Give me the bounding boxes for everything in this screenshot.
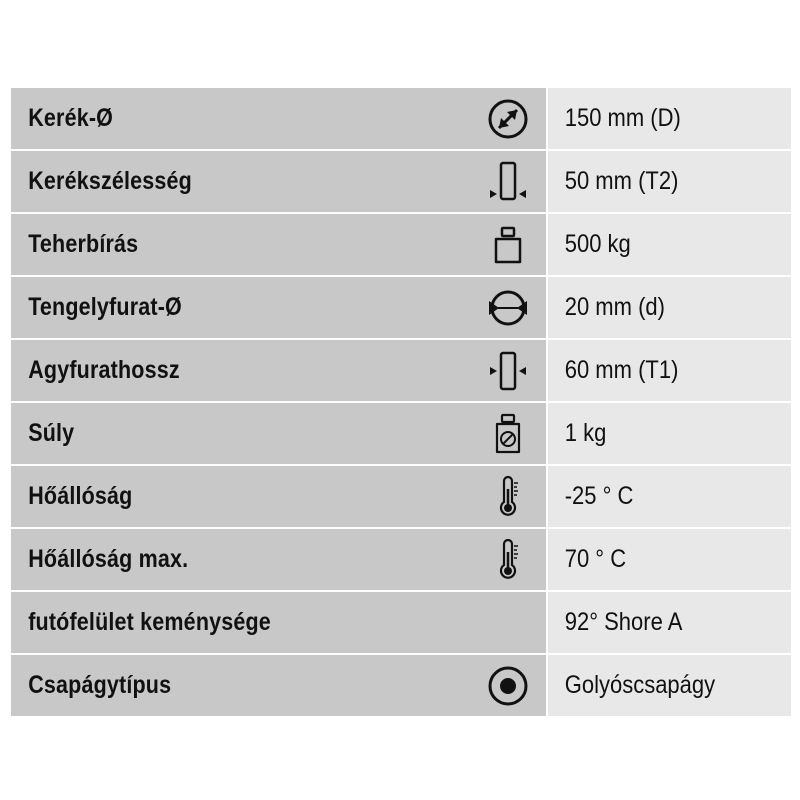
spec-label-cell xyxy=(11,88,546,149)
spec-label: Agyfurathossz xyxy=(28,356,180,384)
spec-row-temp-max xyxy=(11,529,791,590)
spec-label-cell xyxy=(11,214,546,275)
spec-value: 20 mm (d) xyxy=(564,293,665,321)
spec-value: 500 kg xyxy=(564,230,631,258)
spec-value: 150 mm (D) xyxy=(564,104,681,132)
spec-label-cell xyxy=(11,277,546,338)
spec-value-cell xyxy=(548,340,791,401)
spec-label: futófelület keménysége xyxy=(28,608,271,636)
spec-value-cell xyxy=(548,151,791,212)
ball-bearing-icon xyxy=(486,664,530,708)
thermometer-icon xyxy=(486,538,530,582)
spec-label: Kerékszélesség xyxy=(28,167,192,195)
spec-row-bearing-type xyxy=(11,655,791,716)
spec-value-cell xyxy=(548,592,791,653)
spec-value: 92° Shore A xyxy=(564,608,683,636)
spec-table xyxy=(11,88,791,716)
spec-row-hub-length xyxy=(11,340,791,401)
spec-value: 70 ° C xyxy=(564,545,627,573)
spec-value-cell xyxy=(548,529,791,590)
spec-label: Kerék-Ø xyxy=(28,104,114,132)
hub-length-icon xyxy=(486,349,530,393)
spec-label-cell xyxy=(11,466,546,527)
axle-bore-diameter-icon xyxy=(486,286,530,330)
spec-value-cell xyxy=(548,88,791,149)
spec-value: Golyóscsapágy xyxy=(564,671,716,699)
spec-row-wheel-diameter xyxy=(11,88,791,149)
spec-label-cell xyxy=(11,340,546,401)
wheel-diameter-icon xyxy=(486,97,530,141)
spec-row-axle-bore xyxy=(11,277,791,338)
spec-value-cell xyxy=(548,277,791,338)
spec-label: Hőállóság xyxy=(28,482,133,510)
spec-label-cell xyxy=(11,592,546,653)
spec-label: Teherbírás xyxy=(28,230,139,258)
spec-row-weight xyxy=(11,403,791,464)
spec-value-cell xyxy=(548,403,791,464)
spec-row-temp-min xyxy=(11,466,791,527)
spec-value: 60 mm (T1) xyxy=(564,356,679,384)
load-weight-icon xyxy=(486,223,530,267)
spec-label-cell xyxy=(11,403,546,464)
wheel-width-icon xyxy=(486,160,530,204)
spec-value: 1 kg xyxy=(564,419,607,447)
spec-label: Súly xyxy=(28,419,75,447)
spec-label-cell xyxy=(11,655,546,716)
weight-icon xyxy=(486,412,530,456)
spec-row-wheel-width xyxy=(11,151,791,212)
spec-label: Hőállóság max. xyxy=(28,545,189,573)
spec-row-load-capacity xyxy=(11,214,791,275)
spec-value-cell xyxy=(548,214,791,275)
spec-value: 50 mm (T2) xyxy=(564,167,679,195)
spec-value-cell xyxy=(548,466,791,527)
spec-label-cell xyxy=(11,529,546,590)
spec-label: Tengelyfurat-Ø xyxy=(28,293,182,321)
spec-label-cell xyxy=(11,151,546,212)
thermometer-icon xyxy=(486,475,530,519)
spec-value: -25 ° C xyxy=(564,482,634,510)
spec-value-cell xyxy=(548,655,791,716)
spec-row-tread-hardness xyxy=(11,592,791,653)
spec-label: Csapágytípus xyxy=(28,671,172,699)
